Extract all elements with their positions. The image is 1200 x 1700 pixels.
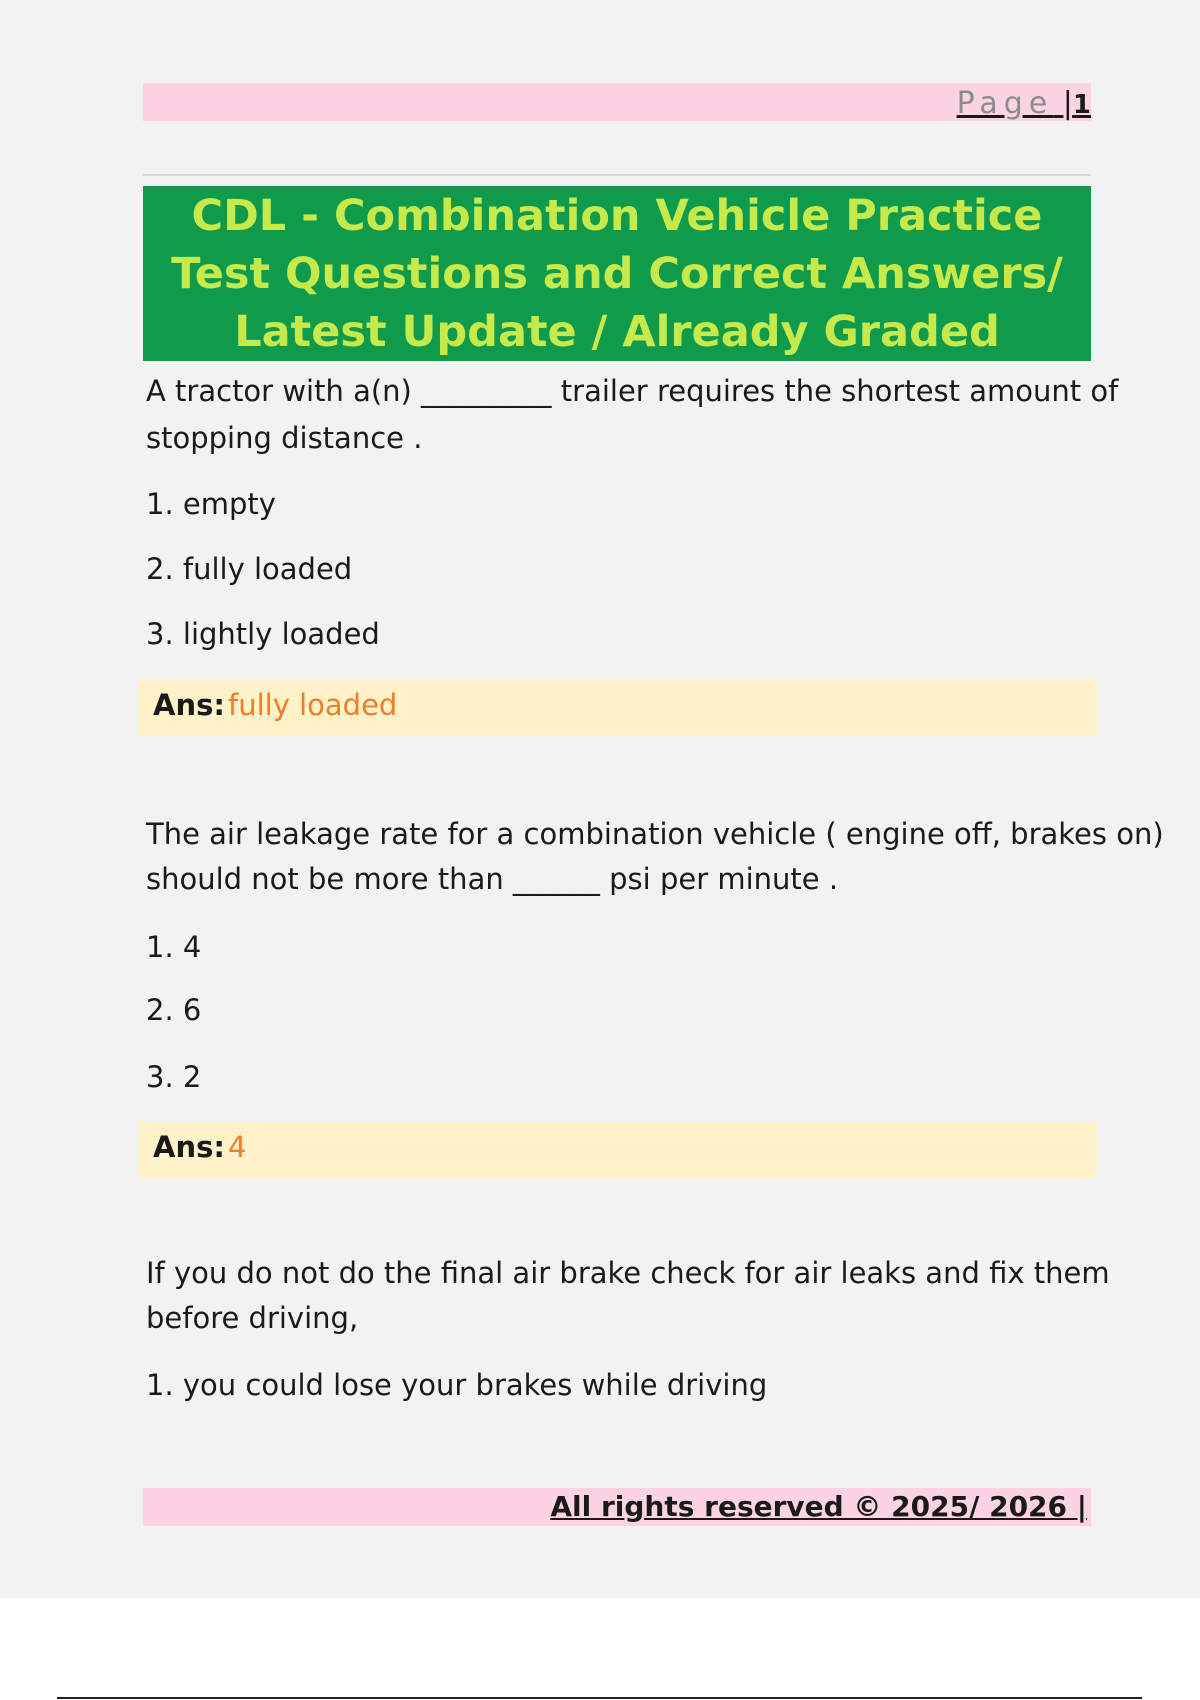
page-label: Page [956, 86, 1054, 121]
question-3-line-1: If you do not do the final air brake check for air leaks and fix them [146, 1256, 1110, 1290]
question-1-option-2: 2. fully loaded [146, 552, 353, 586]
question-2-option-2: 2. 6 [146, 993, 202, 1027]
question-2-line-2: should not be more than ______ psi per minute . [146, 862, 839, 896]
answer-label: Ans: [153, 1130, 225, 1164]
question-1-line-1: A tractor with a(n) _________ trailer requires the shortest amount of [146, 374, 1119, 408]
question-1-option-1: 1. empty [146, 487, 276, 521]
question-2-option-1: 1. 4 [146, 930, 202, 964]
title-banner [143, 186, 1091, 361]
answer-value: fully loaded [228, 688, 398, 722]
page-number [957, 86, 1091, 121]
page-footer [143, 1488, 1091, 1526]
copyright-notice: All rights reserved © 2025/ 2026 | [550, 1490, 1087, 1523]
question-2-line-1: The air leakage rate for a combination vehicle ( engine off, brakes on) [146, 817, 1164, 851]
page-header [143, 83, 1091, 121]
question-1-option-3: 3. lightly loaded [146, 617, 380, 651]
question-2-option-3: 3. 2 [146, 1060, 202, 1094]
question-3-option-1: 1. you could lose your brakes while driving [146, 1368, 768, 1402]
document-title: CDL - Combination Vehicle Practice Test Questions and Correct Answers/ Latest Update / Already Graded [171, 190, 1063, 357]
page-separator: | [1062, 86, 1073, 121]
question-3-line-2: before driving, [146, 1301, 359, 1335]
question-1-answer [138, 680, 1097, 736]
question-1-line-2: stopping distance . [146, 421, 423, 455]
question-2-answer [138, 1122, 1097, 1178]
header-divider [143, 174, 1091, 176]
bottom-divider [57, 1697, 1142, 1699]
page-number-value: 1 [1072, 90, 1091, 120]
answer-label: Ans: [153, 688, 225, 722]
answer-value: 4 [228, 1130, 247, 1164]
